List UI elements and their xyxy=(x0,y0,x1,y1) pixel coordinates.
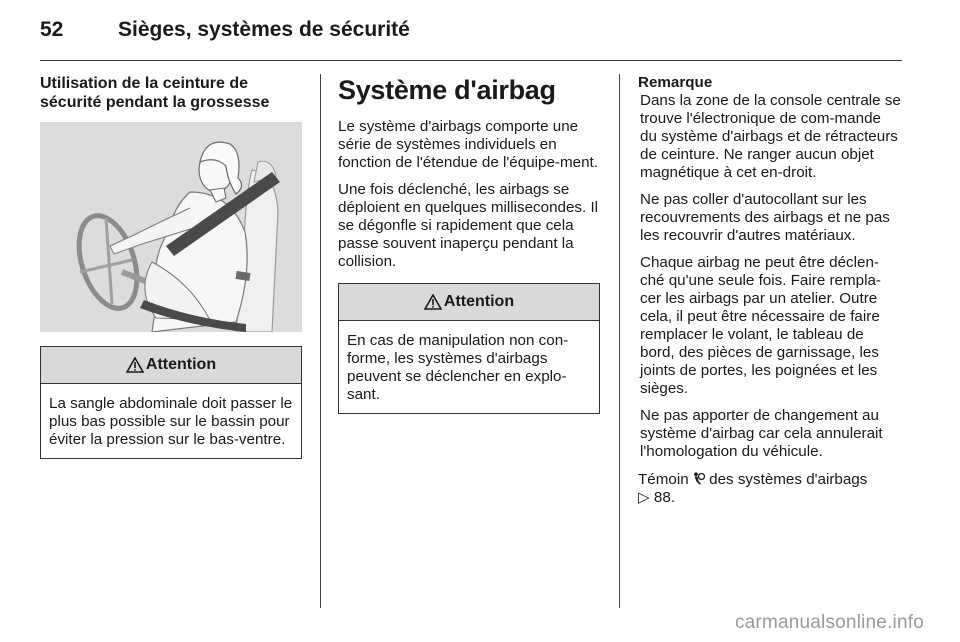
warning-header xyxy=(41,347,301,384)
remark-paragraph-3: Chaque airbag ne peut être déclen-ché qu'une seule fois. Faire rempla-cer les airbags par un atelier. Outre cela, il peut être nécessaire de faire remplacer le volant, le tableau de bord, des pièces de garnissage, les joints de portes, les poignées et les sièges. xyxy=(640,254,881,397)
airbag-warning-box xyxy=(338,283,600,414)
column-right xyxy=(638,74,902,516)
indicator-reference xyxy=(638,471,902,507)
pregnancy-belt-heading: Utilisation de la ceinture de sécurité pendant la grossesse xyxy=(40,75,270,111)
warning-text: En cas de manipulation non con-forme, les systèmes d'airbags peuvent se déclencher en explo-sant. xyxy=(347,332,569,403)
page-number: 52 xyxy=(40,18,64,41)
airbag-deployment-paragraph: Une fois déclenché, les airbags se déploient en quelques millisecondes. Il se dégonfle si rapidement que cela passe souvent inaperçu pendant la collision. xyxy=(338,181,599,270)
warning-text: La sangle abdominale doit passer le plus bas possible sur le bassin pour éviter la pression sur le bas-ventre. xyxy=(49,395,293,448)
watermark-logo: carmanualsonline.info xyxy=(734,612,924,633)
airbag-indicator-icon xyxy=(693,472,705,485)
column-divider-2 xyxy=(619,74,620,608)
indicator-suffix: des systèmes d'airbags xyxy=(709,471,868,488)
seatbelt-illustration-graphic xyxy=(40,122,302,332)
remark-paragraph-1: Dans la zone de la console centrale se trouve l'électronique de com-mande du système d'airbags et de rétracteurs de ceinture. Ne ranger aucun objet magnétique à cet en-droit. xyxy=(640,92,901,181)
warning-header xyxy=(339,284,599,321)
remark-block xyxy=(640,92,902,461)
remark-paragraph-2: Ne pas coller d'autocollant sur les recouvrements des airbags et ne pas les recouvrir d'autres matériaux. xyxy=(640,191,890,244)
pregnant-woman-seatbelt-illustration xyxy=(40,122,302,332)
remark-title: Remarque xyxy=(638,74,713,91)
indicator-prefix: Témoin xyxy=(638,471,689,488)
airbag-intro-paragraph: Le système d'airbags comporte une série de systèmes individuels en fonction de l'étendue de l'équipe-ment. xyxy=(338,118,598,171)
column-middle xyxy=(338,74,600,414)
column-left xyxy=(40,74,302,459)
page-reference-number[interactable]: 88. xyxy=(653,489,676,506)
airbag-system-heading: Système d'airbag xyxy=(338,75,556,105)
header-divider xyxy=(40,60,902,61)
column-divider-1 xyxy=(320,74,321,608)
pregnancy-warning-box xyxy=(40,346,302,459)
warning-title: Attention xyxy=(145,356,217,373)
warning-triangle-icon xyxy=(424,294,442,310)
section-title: Sièges, systèmes de sécurité xyxy=(118,18,410,41)
warning-triangle-icon xyxy=(126,357,144,373)
remark-paragraph-4: Ne pas apporter de changement au système d'airbag car cela annulerait l'homologation du véhicule. xyxy=(640,407,883,460)
warning-title: Attention xyxy=(443,293,515,310)
page-reference-icon[interactable]: ▷ xyxy=(638,489,650,506)
